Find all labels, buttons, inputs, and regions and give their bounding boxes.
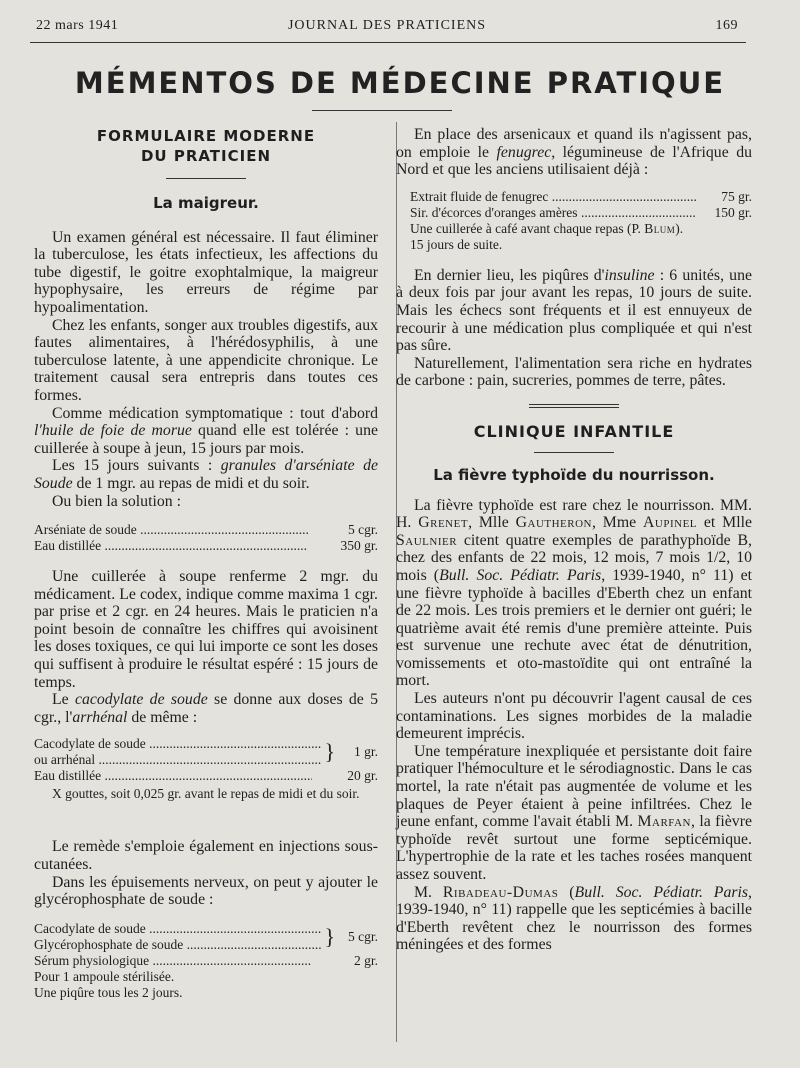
ingredient: Eau distillée ..... [34, 768, 312, 784]
brace: } [324, 923, 335, 949]
formula-line: 15 jours de suite. [410, 236, 503, 252]
formula-line: Une piqûre tous les 2 jours. [34, 984, 183, 1000]
ingredient: Cacodylate de soude ..... [34, 921, 321, 937]
formula-glycerophosphate [34, 921, 378, 1001]
text-run: En place des arsenicaux et quand ils n'agissent pas, on emploie le [396, 126, 752, 161]
paragraph [34, 405, 378, 458]
author-name: Blum [644, 220, 676, 236]
text-run: Une cuillerée à café avant chaque repas (P. [410, 220, 645, 236]
text-run: citent quatre exemples de parathyphoïde B, chez des enfants de 22 mois, 12 mois, 7 mois 1/2, 10 mois ( [396, 531, 752, 584]
formula-line: Pour 1 ampoule stérilisée. [34, 968, 175, 984]
paragraph: Un examen général est nécessaire. Il faut éliminer la tuberculose, les états infectieux, les affections du tube digestif, le goitre exophtalmique, la maigreur hypophysaire, les erreurs de régime par hypoalimentation. [34, 228, 378, 316]
running-header [36, 18, 738, 40]
emphasis: granules d'arséniate de Soude [34, 457, 378, 492]
emphasis: fenugrec [496, 143, 552, 161]
right-column [396, 126, 752, 954]
emphasis: insuline [604, 266, 655, 284]
ingredient: Extrait fluide de fenugrec ..... [410, 189, 696, 205]
ingredient: Glycérophosphate de soude ..... [34, 937, 321, 953]
citation: Bull. Soc. Pédiatr. Paris [574, 883, 749, 901]
formula-row [410, 205, 752, 221]
formula-group-items [34, 736, 321, 768]
formula-row [34, 953, 378, 969]
paragraph [396, 743, 752, 884]
ingredient: Eau distillée ..... [34, 538, 308, 554]
author-name: Gautheron [515, 514, 592, 532]
text-run: : 6 unités, une à deux fois par jour avant les repas, 10 jours de suite. Mais les échecs sont fréquents et il est ennuyeux de recourir à une médication plus compliquée et qui n'est pas sûre. [396, 266, 752, 355]
formula-row [34, 736, 321, 752]
author-name: Aupinel [643, 514, 698, 532]
ingredient-amount: 5 cgr. [348, 928, 378, 944]
formula-arseniate [34, 522, 378, 554]
formula-group [34, 736, 378, 768]
text-run: M. [414, 883, 443, 901]
author-name: Saulnier [396, 531, 458, 549]
author-name: Ribadeau-Dumas [442, 883, 559, 901]
paragraph: Dans les épuisements nerveux, on peut y ajouter le glycérophosphate de soude : [34, 873, 378, 909]
ingredient: Sir. d'écorces d'oranges amères ..... [410, 205, 696, 221]
paragraph [396, 884, 752, 954]
formula-cacodylate [34, 736, 378, 802]
text-run: , légumineuse de l'Afrique du Nord et que les anciens utilisaient déjà : [396, 143, 752, 179]
paragraph [34, 691, 378, 726]
formula-line [410, 221, 752, 237]
paragraph: Les auteurs n'ont pu découvrir l'agent causal de ces contaminations. Les signes morbides de la maladie demeurent imprécis. [396, 690, 752, 743]
text-run: Les 15 jours suivants : [52, 457, 221, 475]
text-run: , Mlle [468, 514, 516, 532]
formula-row [34, 921, 321, 937]
formula-group-items [34, 921, 321, 953]
paragraph: Chez les enfants, songer aux troubles digestifs, aux fautes alimentaires, à l'hérédosyphilis, à une tuberculose latente, à une appendicite chronique. Le traitement causal sera entrepris dans toutes ces formes. [34, 316, 378, 404]
paragraph [396, 267, 752, 355]
text-run: , Mme [592, 514, 644, 532]
journal-name: JOURNAL DES PRATICIENS [287, 18, 487, 33]
short-rule [166, 178, 246, 179]
text-run: Une température inexpliquée et persistante doit faire pratiquer l'hémoculture et le sérodiagnostic. Dans le cas mortel, la rate n'était pas augmentée de volume et les plaques de Peyer étaient à peine infiltrées. Chez le jeune enfant, comme l'avait établi M. [396, 742, 752, 831]
ingredient-amount: 75 gr. [721, 188, 752, 204]
formula-row [34, 522, 378, 538]
article-title-maigreur: La maigreur. [153, 194, 259, 212]
formula-row [34, 538, 378, 554]
ingredient: Sérum physiologique ..... [34, 953, 312, 969]
emphasis: arrhénal [72, 708, 128, 726]
short-rule [534, 452, 614, 453]
ingredient-amount: 20 gr. [347, 768, 378, 784]
section-double-rule [529, 404, 619, 408]
paragraph [396, 126, 752, 179]
emphasis: cacodylate de soude [74, 691, 208, 709]
paragraph [34, 457, 378, 492]
text-run: ( [558, 883, 575, 901]
section-title-clinique: CLINIQUE INFANTILE [473, 421, 675, 441]
ingredient-amount: 2 gr. [353, 952, 378, 968]
page-number: 169 [715, 18, 738, 33]
header-rule [30, 42, 746, 43]
text-run: de même : [127, 708, 198, 726]
ingredient: Cacodylate de soude ..... [34, 736, 321, 752]
ingredient-amount: 350 gr. [340, 538, 378, 554]
text-run: et Mlle [697, 514, 752, 532]
text-run: ). [675, 220, 684, 236]
ingredient-amount: 5 cgr. [348, 522, 378, 538]
page-title: MÉMENTOS DE MÉDECINE PRATIQUE [74, 66, 726, 100]
brace: } [324, 739, 335, 765]
text-run: , 1939-1940, n° 11) rappelle que les septicémies à bacille d'Eberth revêtent chez le nourrisson des formes méningées et des formes [396, 883, 752, 954]
ingredient: ou arrhénal ..... [34, 752, 321, 768]
paragraph [396, 497, 752, 691]
ingredient: Arséniate de soude ..... [34, 522, 308, 538]
author-name: Marfan [637, 813, 692, 831]
text-run: Comme médication symptomatique : tout d'abord [52, 404, 378, 422]
section-title-line-1: FORMULAIRE MODERNE [96, 127, 316, 145]
title-rule [312, 110, 452, 111]
ingredient-amount: 150 gr. [714, 204, 752, 220]
emphasis: l'huile de foie de morue [34, 422, 192, 440]
text-run: se donne aux doses de 5 cgr., l' [34, 691, 378, 726]
paragraph: Une cuillerée à soupe renferme 2 mgr. du médicament. Le codex, indique comme maxima 1 cgr. par prise et 2 cgr. en 24 heures. Mais le praticien n'a point besoin de connaître les chiffres qui avoisinent les doses toxiques, ce qui lui importe ce sont les doses qui suffisent à produire le résultat espéré : 15 jours de temps. [34, 568, 378, 691]
paragraph: Ou bien la solution : [52, 492, 181, 510]
formula-row [34, 937, 321, 953]
formula-row [34, 752, 321, 768]
author-name: Grenet [418, 514, 469, 532]
formula-note: X gouttes, soit 0,025 gr. avant le repas de midi et du soir. [52, 786, 360, 802]
section-title-line-2: DU PRATICIEN [140, 147, 272, 165]
formula-row [410, 189, 752, 205]
paragraph: Le remède s'emploie également en injections sous-cutanées. [34, 838, 378, 874]
formula-group [34, 921, 378, 953]
text-run: Le [52, 691, 75, 709]
citation: Bull. Soc. Pédiatr. Paris [439, 566, 602, 584]
paragraph: Naturellement, l'alimentation sera riche en hydrates de carbone : pain, sucreries, pommes de terre, pâtes. [396, 354, 752, 390]
issue-date: 22 mars 1941 [36, 18, 119, 33]
text-run: La fièvre typhoïde est rare chez le nourrisson. MM. H. [396, 496, 752, 532]
formula-row [34, 768, 378, 784]
formula-fenugrec [410, 189, 752, 253]
text-run: En dernier lieu, les piqûres d' [414, 266, 605, 284]
ingredient-amount: 1 gr. [353, 744, 378, 760]
article-title-typhoide: La fièvre typhoïde du nourrisson. [433, 465, 715, 484]
section-title-formulaire [34, 126, 378, 166]
text-run: , 1939-1940, n° 11) et une fièvre typhoïde à bacilles d'Eberth chez un enfant de 22 mois. Les trois premiers et le dernier ont guéri; le quatrième avait été remis d'une première atteinte. Puis est survenue une rechute avec état de dénutrition, vomissements et oto-mastoïdite qui ont entraîné la mort. [396, 566, 752, 690]
text-run: de 1 mgr. au repas de midi et du soir. [72, 474, 310, 492]
text-run: quand elle est tolérée : une cuillerée à soupe à jeun, 15 jours par mois. [34, 422, 378, 457]
text-run: , la fièvre typhoïde revêt surtout une forme septicémique. L'hypertrophie de la rate et les taches rosées manquent assez souvent. [396, 813, 752, 883]
left-column [34, 126, 378, 1001]
